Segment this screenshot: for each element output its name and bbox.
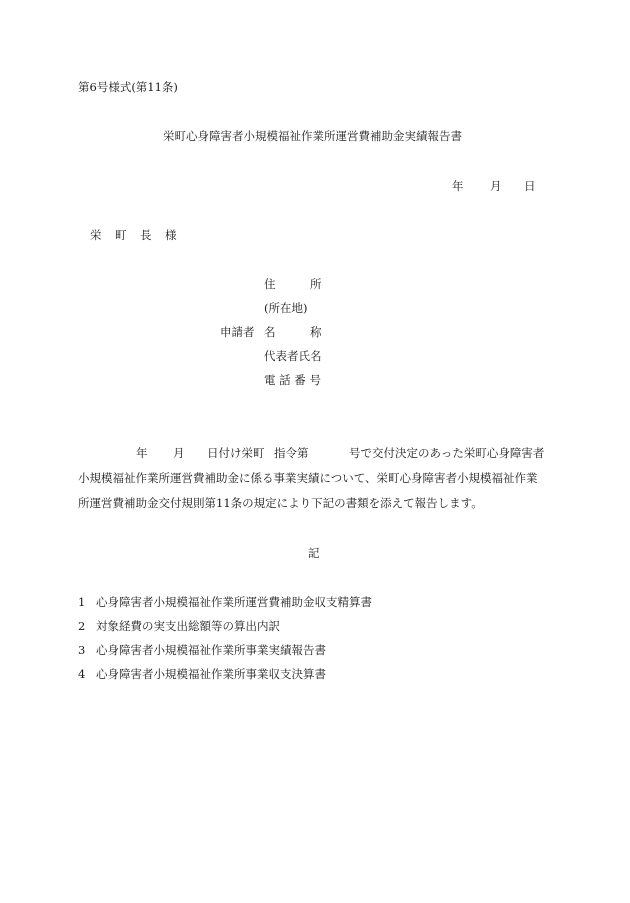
address-field-label: 住 所	[264, 277, 322, 291]
body-rest: 号で交付決定のあった栄町心身障害者	[349, 446, 545, 460]
list-item-text: 対象経費の実支出総額等の算出内訳	[96, 619, 280, 633]
list-item-number: 4	[78, 667, 86, 681]
body-month: 月	[173, 446, 185, 460]
list-item-number: 1	[78, 595, 86, 609]
phone-field-label: 電 話 番 号	[264, 373, 321, 387]
form-number: 第6号様式(第11条)	[78, 80, 178, 94]
addressee-char: 長	[140, 228, 152, 242]
location-field-label: (所在地)	[264, 301, 308, 315]
list-item-number: 2	[78, 619, 86, 633]
list-item-text: 心身障害者小規模福祉作業所事業実績報告書	[96, 643, 326, 657]
body-date: 日付け栄町	[207, 446, 265, 460]
body-paragraph-line-3: 所運営費補助金交付規則第11条の規定により下記の書類を添えて報告します。	[78, 496, 483, 510]
date-day-label: 日	[524, 179, 536, 193]
addressee-char: 様	[165, 228, 177, 242]
list-item-number: 3	[78, 643, 86, 657]
date-year-label: 年	[452, 179, 464, 193]
representative-field-label: 代表者氏名	[264, 349, 322, 363]
addressee-char: 栄	[90, 228, 102, 242]
list-item-text: 心身障害者小規模福祉作業所事業収支決算書	[96, 667, 326, 681]
applicant-label: 申請者	[220, 325, 255, 339]
body-shitei: 指令第	[274, 446, 309, 460]
ki-heading: 記	[308, 546, 320, 560]
document-title: 栄町心身障害者小規模福祉作業所運営費補助金実績報告書	[163, 129, 462, 143]
name-field-label: 名 称	[264, 325, 322, 339]
body-paragraph-line-2: 小規模福祉作業所運営費補助金に係る事業実績について、栄町心身障害者小規模福祉作業	[78, 471, 538, 485]
body-year: 年	[136, 446, 148, 460]
date-month-label: 月	[490, 179, 502, 193]
list-item-text: 心身障害者小規模福祉作業所運営費補助金収支精算書	[96, 595, 372, 609]
addressee-char: 町	[115, 228, 127, 242]
